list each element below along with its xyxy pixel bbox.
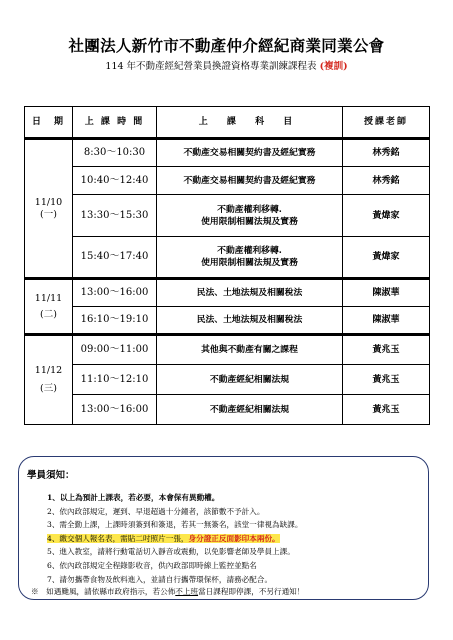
header-teacher: 授課老師: [343, 107, 430, 139]
course-cell: [157, 279, 343, 307]
table-row: [25, 139, 430, 167]
date-cell: [25, 279, 73, 335]
course-line: 使用限制相關法規及實務: [201, 216, 298, 227]
subtitle-main: 114 年不動產經紀營業員換證資格專業訓練課程表: [105, 61, 317, 72]
notice-box: [18, 456, 429, 600]
table-row: [25, 167, 430, 195]
course-cell: [157, 167, 343, 195]
date-label: 11/12: [34, 365, 63, 376]
notice-list: [47, 491, 423, 586]
course-line: 不動產經紀相關法規: [209, 374, 290, 385]
course-cell: [157, 237, 343, 279]
typhoon-note-a: ※ 如遇颱風，請依縣市政府指示，若公佈: [31, 587, 176, 596]
table-header-row: [25, 107, 430, 139]
table-row: [25, 307, 430, 335]
teacher-cell: 陳淑華: [343, 307, 430, 335]
header-time: 上 課 時 間: [73, 107, 157, 139]
subtitle-tag: (複訓): [319, 61, 348, 72]
course-line: 不動產權利移轉.: [217, 246, 282, 256]
page-title: 社團法人新竹市不動產仲介經紀商業同業公會: [68, 37, 385, 55]
table-row: [25, 365, 430, 395]
date-label: 11/11: [34, 292, 63, 304]
time-cell: 13:00～16:00: [73, 395, 157, 425]
typhoon-note-b: 當日課程即停課，不另行通知！: [198, 587, 305, 596]
notice-item-emphasis: 身分證正反面影印本兩份。: [188, 533, 280, 543]
time-cell: 8:30～10:30: [73, 139, 157, 167]
time-cell: 16:10～19:10: [73, 307, 157, 335]
course-line: 使用限制相關法規及實務: [201, 258, 298, 268]
typhoon-note: [31, 586, 304, 597]
table-row: [25, 395, 430, 425]
notice-item: 2、依內政部規定，遲到、早退超過十分鐘者，該節數不予計入。: [47, 506, 265, 516]
time-cell: 09:00～11:00: [73, 335, 157, 365]
header-date: 日 期: [25, 107, 73, 139]
teacher-cell: 黃兆玉: [343, 395, 430, 425]
course-line: 不動產交易相關契約書及經紀實務: [183, 148, 316, 158]
notice-item: 3、需全勤上課，上課時須簽到和簽退，若其一無簽名，該堂一律視為缺課。: [47, 520, 303, 530]
weekday-label: (一): [40, 208, 57, 220]
course-line: 民法、土地法規及相關稅法: [196, 315, 303, 325]
notice-item: 6、依內政部規定全程錄影收音，供內政部即時線上監控並點名: [47, 560, 257, 570]
course-cell: [157, 195, 343, 237]
date-label: 11/10: [34, 196, 63, 208]
course-line: 民法、土地法規及相關稅法: [196, 288, 303, 298]
teacher-cell: 黃兆玉: [343, 365, 430, 395]
table-row: [25, 279, 430, 307]
course-cell: [157, 365, 343, 395]
weekday-label: (二): [40, 308, 57, 320]
course-cell: [157, 139, 343, 167]
time-cell: 13:30～15:30: [73, 195, 157, 237]
table-row: [25, 195, 430, 237]
page-subtitle: [0, 58, 453, 72]
course-cell: [157, 335, 343, 365]
date-cell: [25, 139, 73, 279]
course-line: 不動產權利移轉.: [217, 204, 282, 215]
teacher-cell: 黃兆玉: [343, 335, 430, 365]
table-row: [25, 237, 430, 279]
course-cell: [157, 395, 343, 425]
header-course: 上 課 科 目: [157, 107, 343, 139]
teacher-cell: 林秀銘: [343, 167, 430, 195]
time-cell: 10:40～12:40: [73, 167, 157, 195]
time-cell: 15:40～17:40: [73, 237, 157, 279]
table-row: [25, 335, 430, 365]
notice-title: 學員須知：: [27, 470, 75, 481]
teacher-cell: 黃煒家: [343, 237, 430, 279]
notice-item-highlighted: [47, 532, 423, 546]
date-cell: [25, 335, 73, 425]
notice-item: 5、進入教室，請將行動電話切入靜音或震動，以免影響老師及學員上課。: [47, 547, 295, 557]
notice-item-text: 4、繳交個人報名表，需貼二吋照片一張，: [47, 533, 189, 543]
course-cell: [157, 307, 343, 335]
teacher-cell: 林秀銘: [343, 139, 430, 167]
course-line: 不動產交易相關契約書及經紀實務: [183, 175, 316, 186]
schedule-table: [24, 106, 430, 425]
course-line: 其他與不動產有關之課程: [201, 345, 298, 355]
weekday-label: (三): [40, 383, 57, 394]
teacher-cell: 陳淑華: [343, 279, 430, 307]
teacher-cell: 黃煒家: [343, 195, 430, 237]
time-cell: 11:10～12:10: [73, 365, 157, 395]
notice-item: 7、請勿攜帶食物及飲料進入，並請自行攜帶環保杯，請務必配合。: [47, 574, 273, 584]
notice-item: 1、以上為預計上課表，若必要，本會保有異動權。: [47, 493, 220, 502]
time-cell: 13:00～16:00: [73, 279, 157, 307]
course-line: 不動產經紀相關法規: [209, 404, 290, 415]
typhoon-note-underlined: 不上班: [175, 587, 199, 596]
